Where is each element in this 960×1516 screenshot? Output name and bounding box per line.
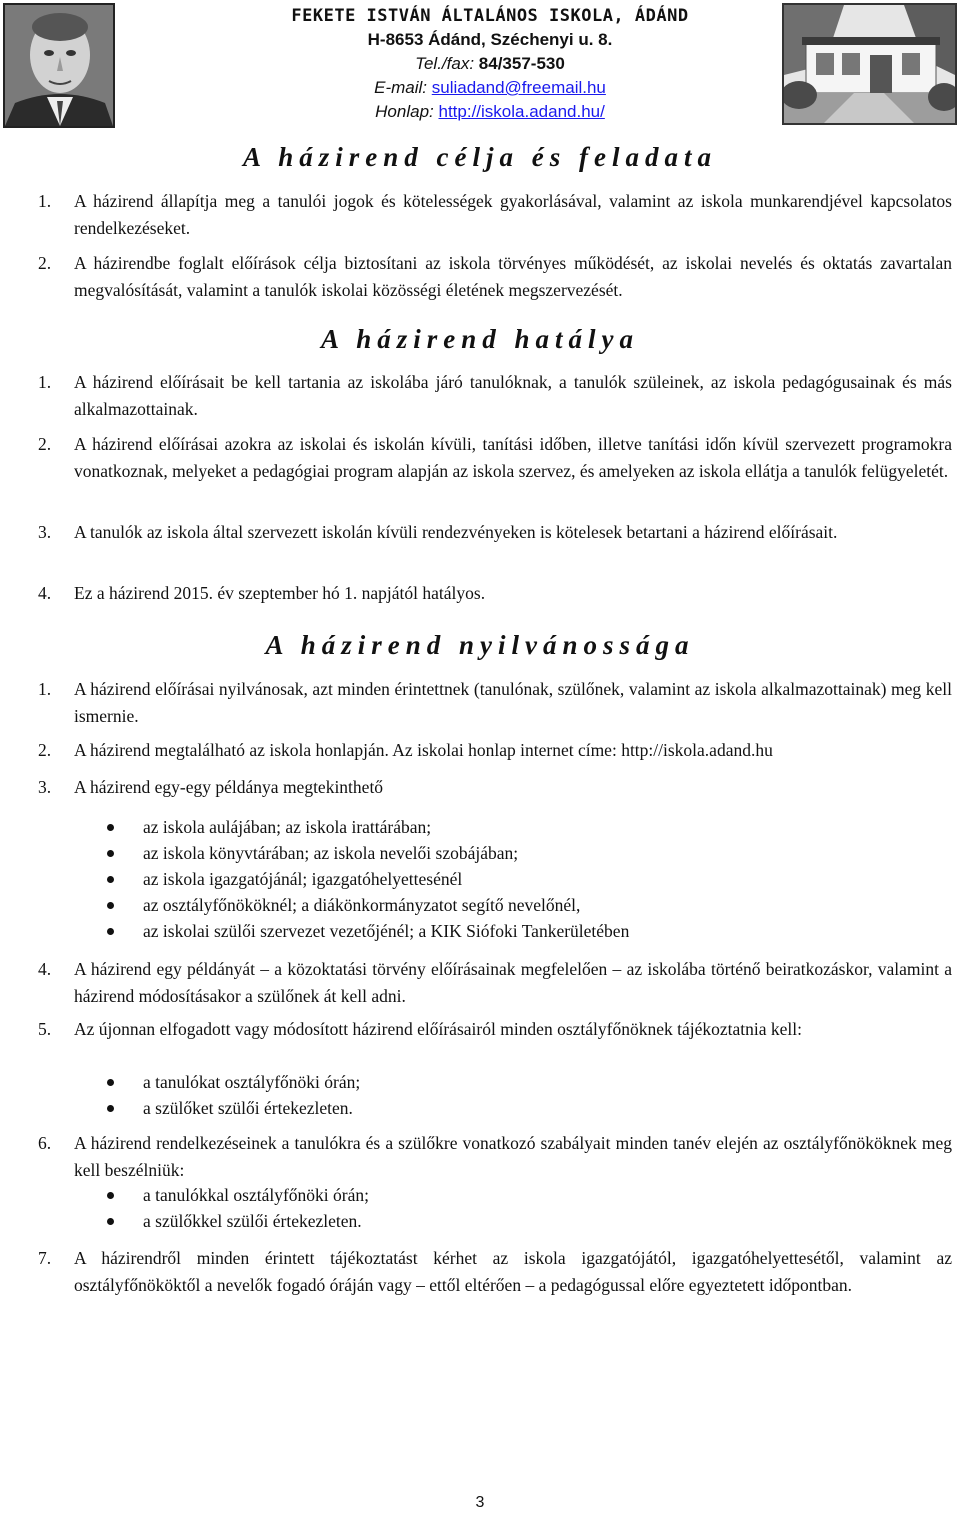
item-text: Ez a házirend 2015. év szeptember hó 1. napjától hatályos.: [74, 583, 486, 603]
school-address: H-8653 Ádánd, Széchenyi u. 8.: [367, 30, 613, 49]
item-text: A házirend rendelkezéseinek a tanulókra és a szülőkre vonatkozó szabályait minden tanév elején az osztályfőnököknek meg kell beszélniük:: [74, 1133, 952, 1180]
bullet-item: a szülőkkel szülői értekezleten.: [105, 1208, 945, 1234]
item-text: A házirend előírásai azokra az iskolai és iskolán kívüli, tanítási időben, illetve tanítási időn kívül szervezett programokra vonatkoznak, melyeket a pedagógiai program alapján az iskola szervez, és amelyeken az iskola ellátja a tanulók felügyeletét.: [74, 434, 952, 481]
list-item: [38, 519, 952, 546]
email-line: [240, 76, 740, 100]
item-text: A házirend egy példányát – a közoktatási törvény előírásainak megfelelően – az iskolába történő beiratkozáskor, valamint a házirend módosításakor a szülőnek át kell adni.: [74, 959, 952, 1006]
item-text: A házirend állapítja meg a tanulói jogok és kötelességek gyakorlásával, valamint az iskola munkarendjével kapcsolatos rendelkezéseket.: [74, 191, 952, 238]
list-item: [38, 1245, 952, 1298]
page-number: 3: [475, 1494, 485, 1511]
section-title-publicity: A házirend nyilvánossága: [265, 630, 695, 660]
letterhead: [0, 0, 960, 132]
phone-line: [240, 52, 740, 76]
website-link[interactable]: http://iskola.adand.hu/: [438, 102, 605, 121]
bullet-list-teachers-inform: [105, 1069, 945, 1121]
list-item: [38, 1016, 952, 1043]
phone-value: 84/357-530: [478, 54, 565, 73]
list-item: [38, 369, 952, 422]
list-item: [38, 431, 952, 484]
bullet-item: az iskola könyvtárában; az iskola nevelői szobájában;: [105, 840, 945, 866]
email-label: E-mail:: [374, 78, 428, 97]
item-number: 1.: [38, 372, 52, 392]
school-name: FEKETE ISTVÁN ÁLTALÁNOS ISKOLA, ÁDÁND: [291, 6, 689, 26]
item-number: 5.: [38, 1019, 52, 1039]
school-contact-block: [240, 4, 740, 124]
school-building-photo: [782, 3, 957, 125]
item-number: 2.: [38, 740, 52, 760]
list-item: [38, 774, 952, 801]
list-item: [38, 188, 952, 241]
item-number: 2.: [38, 253, 52, 273]
item-text: Az újonnan elfogadott vagy módosított házirend előírásairól minden osztályfőnöknek tájékoztatnia kell:: [74, 1019, 802, 1039]
list-item: [38, 676, 952, 729]
list-item: [38, 956, 952, 1009]
item-number: 6.: [38, 1133, 52, 1153]
item-number: 7.: [38, 1248, 52, 1268]
website-label: Honlap:: [375, 102, 434, 121]
list-item: [38, 1130, 952, 1183]
section-title-scope: A házirend hatálya: [320, 324, 640, 354]
founder-portrait: [3, 3, 115, 128]
item-number: 3.: [38, 522, 52, 542]
bullet-list-locations: [105, 814, 945, 944]
bullet-item: az osztályfőnököknél; a diákönkormányzatot segítő nevelőnél,: [105, 892, 945, 918]
bullet-item: az iskola aulájában; az iskola irattárában;: [105, 814, 945, 840]
item-text: A házirend megtalálható az iskola honlapján. Az iskolai honlap internet címe: http://iskola.adand.hu: [74, 740, 773, 760]
bullet-item: az iskolai szülői szervezet vezetőjénél; a KIK Siófoki Tankerületében: [105, 918, 945, 944]
item-number: 1.: [38, 191, 52, 211]
section-title-purpose: A házirend célja és feladata: [243, 142, 717, 172]
item-number: 3.: [38, 777, 52, 797]
item-text: A házirend előírásai nyilvánosak, azt minden érintettnek (tanulónak, szülőnek, valamint az iskola alkalmazottainak) meg kell ismernie.: [74, 679, 952, 726]
phone-label: Tel./fax:: [415, 54, 475, 73]
website-line: [240, 100, 740, 124]
bullet-item: a tanulókkal osztályfőnöki órán;: [105, 1182, 945, 1208]
list-item: [38, 737, 952, 764]
item-number: 2.: [38, 434, 52, 454]
item-text: A tanulók az iskola által szervezett iskolán kívüli rendezvényeken is kötelesek betartani a házirend előírásait.: [74, 522, 838, 542]
bullet-item: a tanulókat osztályfőnöki órán;: [105, 1069, 945, 1095]
item-number: 4.: [38, 583, 52, 603]
item-text: A házirend egy-egy példánya megtekinthető: [74, 777, 384, 797]
email-link[interactable]: suliadand@freemail.hu: [431, 78, 606, 97]
list-item: [38, 250, 952, 303]
item-number: 4.: [38, 959, 52, 979]
item-text: A házirendbe foglalt előírások célja biztosítani az iskola törvényes működését, az iskolai nevelés és oktatás zavartalan megvalósítását, valamint a tanulók iskolai közösségi életének megszervezését.: [74, 253, 952, 300]
bullet-list-discussion: [105, 1182, 945, 1234]
item-text: A házirend előírásait be kell tartania az iskolába járó tanulóknak, a tanulók szüleinek, az iskola pedagógusainak és más alkalmazottainak.: [74, 372, 952, 419]
item-text: A házirendről minden érintett tájékoztatást kérhet az iskola igazgatójától, igazgatóhelyettesétől, valamint az osztályfőnököktől a nevelők fogadó óráján vagy – ettől eltérően – a pedagógussal előre egyeztetett időpontban.: [74, 1248, 952, 1295]
bullet-item: az iskola igazgatójánál; igazgatóhelyettesénél: [105, 866, 945, 892]
list-item: [38, 580, 952, 607]
bullet-item: a szülőket szülői értekezleten.: [105, 1095, 945, 1121]
item-number: 1.: [38, 679, 52, 699]
